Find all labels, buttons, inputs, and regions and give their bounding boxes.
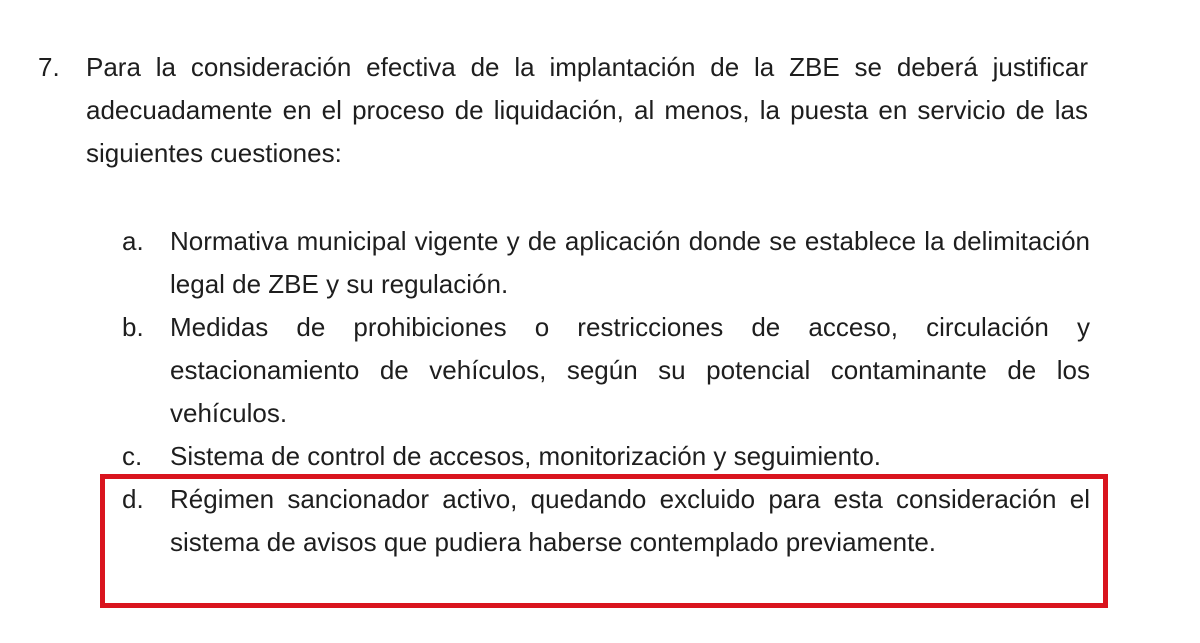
item-number: 7. (38, 52, 60, 82)
sub-item-text: Régimen sancionador activo, quedando excluido para esta consideración el sistema de avisos que pudiera haberse contemplado previamente. (170, 484, 1090, 557)
numbered-item-7 (38, 46, 1088, 175)
sub-item-text: Medidas de prohibiciones o restricciones de acceso, circulación y estacionamiento de vehículos, según su potencial contaminante de los vehículos. (170, 312, 1090, 428)
item-text: Para la consideración efectiva de la implantación de la ZBE se deberá justificar adecuadamente en el proceso de liquidación, al menos, la puesta en servicio de las siguientes cuestiones: (86, 52, 1088, 168)
sub-item-b (122, 306, 1090, 435)
sub-item-letter: c. (122, 441, 143, 471)
sub-item-text: Normativa municipal vigente y de aplicación donde se establece la delimitación legal de ZBE y su regulación. (170, 226, 1090, 299)
sub-item-text: Sistema de control de accesos, monitorización y seguimiento. (170, 441, 882, 471)
sub-item-list (122, 220, 1090, 564)
sub-item-letter: a. (122, 226, 144, 256)
sub-item-letter: d. (122, 484, 144, 514)
sub-item-letter: b. (122, 312, 144, 342)
sub-item-a (122, 220, 1090, 306)
sub-item-c (122, 435, 1090, 478)
sub-item-d (122, 478, 1090, 564)
